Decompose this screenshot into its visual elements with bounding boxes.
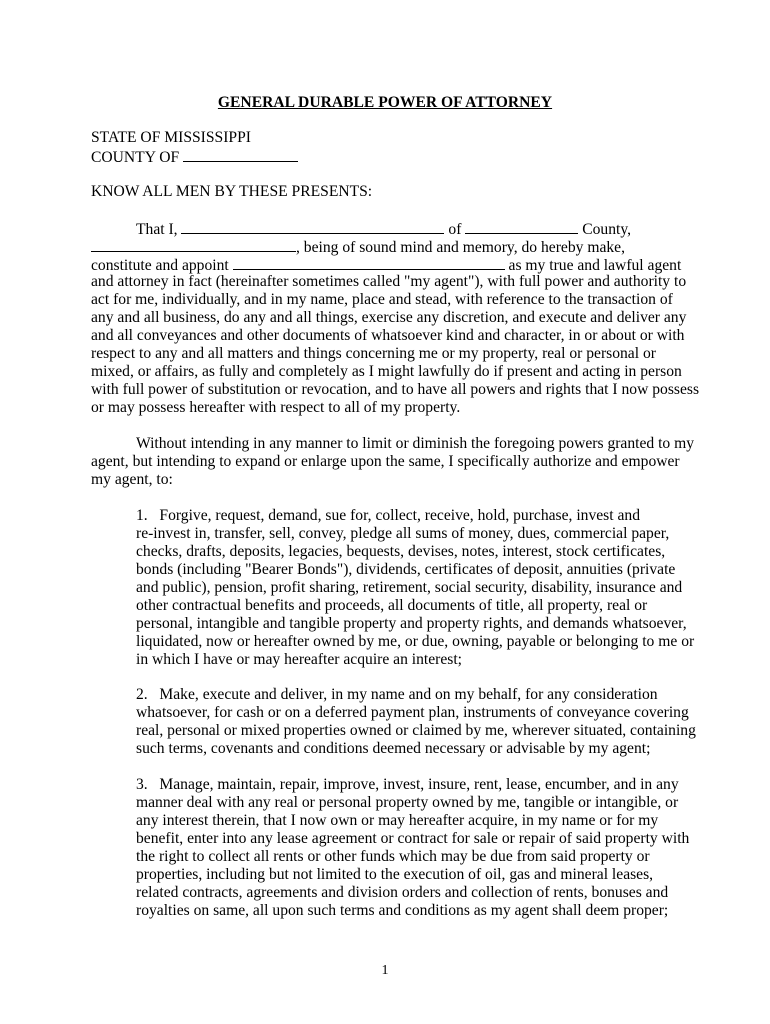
intro-of: of — [448, 221, 462, 238]
item2-line: whatsoever, for cash or on a deferred payment plan, instruments of conveyance covering — [136, 704, 689, 721]
intro-county: County, — [582, 221, 632, 238]
item1-line: re-invest in, transfer, sell, convey, pledge all sums of money, dues, commercial paper, — [136, 525, 670, 542]
document-title: GENERAL DURABLE POWER OF ATTORNEY — [217, 94, 553, 111]
intro-line: with full power of substitution or revocation, and to have all powers and rights that I now possess — [91, 381, 700, 398]
intro-that-i: That I, — [136, 221, 178, 238]
intro-line-2 — [91, 237, 625, 257]
county-label: COUNTY OF — [91, 149, 180, 166]
item3-line: benefit, enter into any lease agreement or contract for sale or repair of said property with — [136, 830, 690, 847]
intro-agent: as my true and lawful agent — [508, 257, 682, 274]
item3-line: any interest therein, that I now own or may hereafter acquire, in my name or for my — [136, 812, 659, 829]
item1-line: in which I have or may hereafter acquire an interest; — [136, 651, 463, 668]
para2-line: agent, but intending to expand or enlarge upon the same, I specifically authorize and empower — [91, 453, 680, 470]
intro-line: act for me, individually, and in my name, place and stead, with reference to the transaction of — [91, 291, 673, 308]
item1-line: 1. Forgive, request, demand, sue for, collect, receive, hold, purchase, invest and — [136, 507, 640, 524]
para2-line: Without intending in any manner to limit or diminish the foregoing powers granted to my — [136, 435, 695, 452]
intro-line: and attorney in fact (hereinafter sometimes called "my agent"), with full power and authority to — [91, 273, 687, 290]
agent-name-blank — [233, 255, 505, 270]
item1-line: liquidated, now or hereafter owned by me, or due, owning, payable or belonging to me or — [136, 633, 695, 650]
know-all-heading: KNOW ALL MEN BY THESE PRESENTS: — [91, 183, 373, 200]
item3-line: related contracts, agreements and division orders and collection of rents, bonuses and — [136, 884, 669, 901]
para2-line: my agent, to: — [91, 471, 173, 488]
item3-line: manner deal with any real or personal property owned by me, tangible or intangible, or — [136, 794, 679, 811]
item1-line: and public), pension, profit sharing, retirement, social security, disability, insurance and — [136, 579, 683, 596]
intro-line-3 — [91, 255, 681, 275]
state-line: STATE OF MISSISSIPPI — [91, 129, 251, 146]
principal-name-blank — [181, 219, 444, 234]
county-line — [91, 147, 298, 167]
page-number: 1 — [381, 963, 389, 978]
intro-appoint: constitute and appoint — [91, 257, 229, 274]
item1-line: personal, intangible and tangible property and property rights, and demands whatsoever, — [136, 615, 687, 632]
intro-line: any and all business, do any and all things, exercise any discretion, and execute and deliver any — [91, 309, 687, 326]
county-blank — [183, 147, 298, 162]
item1-line: checks, drafts, deposits, legacies, bequests, devises, notes, interest, stock certificates, — [136, 543, 666, 560]
principal-county-blank — [465, 219, 578, 234]
item2-line: such terms, covenants and conditions deemed necessary or advisable by my agent; — [136, 740, 651, 757]
item3-line: 3. Manage, maintain, repair, improve, invest, insure, rent, lease, encumber, and in any — [136, 776, 679, 793]
item2-line: real, personal or mixed properties owned or claimed by me, wherever situated, containing — [136, 722, 696, 739]
item3-line: the right to collect all rents or other funds which may be due from said property or — [136, 848, 650, 865]
item1-line: other contractual benefits and proceeds, all documents of title, all property, real or — [136, 597, 648, 614]
intro-line-1 — [136, 219, 631, 239]
item3-line: properties, including but not limited to the execution of oil, gas and mineral leases, — [136, 866, 654, 883]
item1-line: bonds (including "Bearer Bonds"), dividends, certificates of deposit, annuities (private — [136, 561, 676, 578]
intro-sound-mind: , being of sound mind and memory, do hereby make, — [296, 239, 625, 256]
intro-line: and all conveyances and other documents of whatsoever kind and character, in or about or with — [91, 327, 685, 344]
item2-line: 2. Make, execute and deliver, in my name and on my behalf, for any consideration — [136, 686, 658, 703]
intro-line: mixed, or affairs, as fully and completely as I might lawfully do if present and acting in person — [91, 363, 682, 380]
intro-line: respect to any and all matters and things concerning me or my property, real or personal or — [91, 345, 656, 362]
item3-line: royalties on same, all upon such terms and conditions as my agent shall deem proper; — [136, 902, 669, 919]
intro-line: or may possess hereafter with respect to all of my property. — [91, 399, 461, 416]
principal-address-blank — [91, 237, 296, 252]
